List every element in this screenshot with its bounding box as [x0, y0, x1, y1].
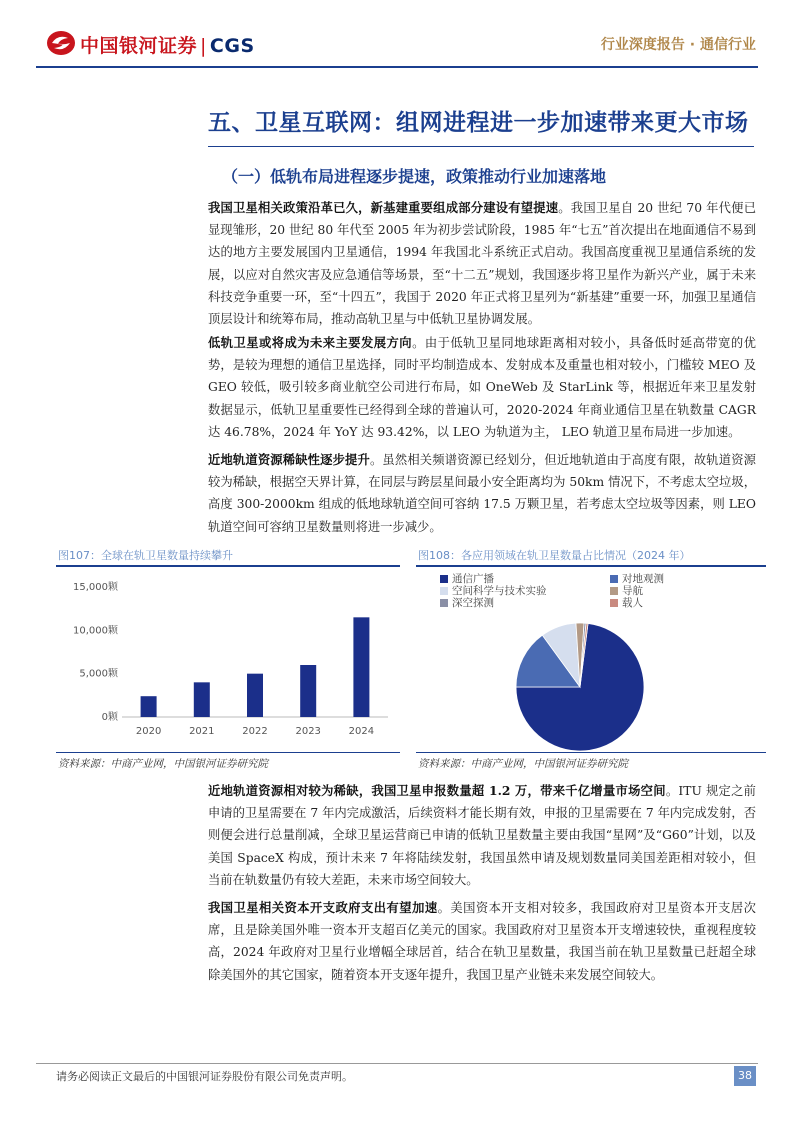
x-tick-label: 2022 [242, 726, 268, 737]
paragraph-3-lead: 近地轨道资源稀缺性逐步提升 [208, 452, 370, 467]
logo-cn: 中国银河证券 [80, 35, 198, 57]
y-tick-label: 0颗 [101, 712, 118, 723]
fig107-title: 图107：全球在轨卫星数量持续攀升 [58, 549, 233, 562]
legend-swatch [440, 587, 448, 595]
header-divider [36, 66, 758, 68]
paragraph-4-lead: 近地轨道资源相对较为稀缺，我国卫星申报数量超 1.2 万，带来千亿增量市场空间 [208, 783, 666, 798]
legend-item [610, 595, 643, 610]
x-tick-label: 2020 [135, 726, 162, 737]
fig107-bar-chart [58, 572, 398, 752]
legend-label: 对地观测 [622, 573, 664, 585]
legend-label: 导航 [622, 585, 643, 597]
company-logo-icon [46, 30, 76, 56]
legend-label: 深空探测 [452, 597, 494, 609]
bar-2024 [353, 617, 369, 717]
logo-en: CGS [209, 35, 255, 57]
legend-swatch [440, 575, 448, 583]
legend-swatch [440, 599, 448, 607]
legend-swatch [610, 599, 618, 607]
paragraph-5-lead: 我国卫星相关资本开支政府支出有望加速 [208, 900, 438, 915]
fig108-bottom-rule [416, 752, 766, 753]
fig107-bottom-rule [56, 752, 400, 753]
bar-2022 [247, 674, 263, 717]
fig107-top-rule [56, 565, 400, 567]
paragraph-1-lead: 我国卫星相关政策沿革已久，新基建重要组成部分建设有望提速 [208, 200, 559, 215]
fig108-title: 图108：各应用领域在轨卫星数量占比情况（2024 年） [418, 549, 691, 562]
paragraph-1-body: 。我国卫星自 20 世纪 70 年代便已显现雏形，20 世纪 80 年代至 2005 年为初步尝试阶段，1985 年“七五”首次提出在地面通信不易到达的地方主要发展国内卫星通信，1994 年我国北斗系统正式启动。我国高度重视卫星通信系统的发展，以应对自然灾害及应急通信等场景，至“十二五”规划，我国逐步将卫星作为新兴产业，属于未来科技竞争重要一环，至“十四五”，我国于 2020 年正式将卫星列为“新基建”重要一环，加强卫星通信顶层设计和统筹布局，推动高轨卫星与中低轨卫星协调发展。 [208, 201, 757, 327]
paragraph-3 [208, 449, 756, 538]
paragraph-5 [208, 897, 756, 986]
y-tick-label: 10,000颗 [73, 625, 118, 637]
x-tick-label: 2021 [189, 726, 215, 737]
paragraph-2-body: 。由于低轨卫星同地球距离相对较小，具备低时延高带宽的优势，是较为理想的通信卫星选择，同时平均制造成本、发射成本及重量也相对较小，门槛较 MEO 及 GEO 较低，吸引较多商业航空公司进行布局，如 OneWeb 及 StarLink 等，根据近年来卫星发射数据显示，低轨卫星重要性已经得到全球的普遍认可，2020-2024 年商业通信卫星在轨数量 CAGR 达 46.78%，2024 年 YoY 达 93.42%，以 LEO 为轨道为主， LEO 轨道卫星布局进一步加速。 [208, 336, 756, 439]
bar-2020 [141, 696, 157, 717]
x-tick-label: 2023 [295, 726, 321, 737]
legend-swatch [610, 587, 618, 595]
fig108-source: 资料来源：中商产业网，中国银河证券研究院 [418, 758, 628, 770]
bar-2021 [194, 682, 210, 717]
section-heading: 五、卫星互联网：组网进程进一步加速带来更大市场 [208, 109, 749, 136]
page-number: 38 [734, 1066, 756, 1086]
company-logo-text [80, 31, 255, 58]
paragraph-3-body: 。虽然相关频谱资源已经划分，但近地轨道由于高度有限，故轨道资源较为稀缺，根据空天界计算，在同层与跨层星间最小安全距离均为 50km 情况下，不考虑太空垃圾，高度 300-2000km 组成的低地球轨道空间可容纳 17.5 万颗卫星，若考虑太空垃圾等因素，则 LEO 轨道空间可容纳卫星数量则将进一步减少。 [208, 453, 756, 534]
logo-sep: | [200, 35, 207, 57]
legend-item [440, 595, 494, 610]
legend-label: 载人 [622, 597, 643, 609]
x-tick-label: 2024 [348, 726, 375, 737]
paragraph-2 [208, 332, 756, 443]
paragraph-4 [208, 780, 756, 891]
legend-label: 空间科学与技术实验 [452, 585, 547, 597]
paragraph-4-body: 。ITU 规定之前申请的卫星需要在 7 年内完成激活，后续资料才能长期有效，申报的卫星需要在 7 年内完成发射，否则便会进行总量削减，全球卫星运营商已申请的低轨卫星数量主要由我国“星网”及“G60”计划，以及美国 SpaceX 构成，预计未来 7 年将陆续发射，我国虽然申请及规划数量同美国差距相对较小，但当前在轨数量仍有较大差距，未来市场空间较大。 [208, 784, 756, 887]
y-tick-label: 5,000颗 [79, 668, 118, 680]
fig107-source: 资料来源：中商产业网，中国银河证券研究院 [58, 758, 268, 770]
footer-disclaimer: 请务必阅读正文最后的中国银河证券股份有限公司免责声明。 [56, 1070, 353, 1083]
report-type: 行业深度报告 · 通信行业 [600, 37, 756, 53]
fig108-top-rule [416, 565, 766, 567]
y-tick-label: 15,000颗 [73, 582, 118, 593]
legend-label: 通信广播 [452, 573, 494, 585]
section-heading-rule [208, 146, 754, 147]
bar-2023 [300, 665, 316, 717]
subsection-heading: （一）低轨布局进程逐步提速，政策推动行业加速落地 [222, 167, 607, 186]
paragraph-5-body: 。美国资本开支相对较多，我国政府对卫星资本开支居次席，且是除美国外唯一资本开支超百亿美元的国家。我国政府对卫星资本开支增速较快，重视程度较高，2024 年政府对卫星行业增幅全球居首，结合在轨卫星数量，我国当前在轨卫星数量已赶超全球除美国外的其它国家，随着资本开支逐年提升，我国卫星产业链未来发展空间较大。 [208, 901, 756, 982]
footer-divider [36, 1063, 758, 1064]
paragraph-1 [208, 197, 756, 330]
paragraph-2-lead: 低轨卫星或将成为未来主要发展方向 [208, 335, 413, 350]
legend-swatch [610, 575, 618, 583]
fig108-pie-chart [505, 612, 655, 762]
